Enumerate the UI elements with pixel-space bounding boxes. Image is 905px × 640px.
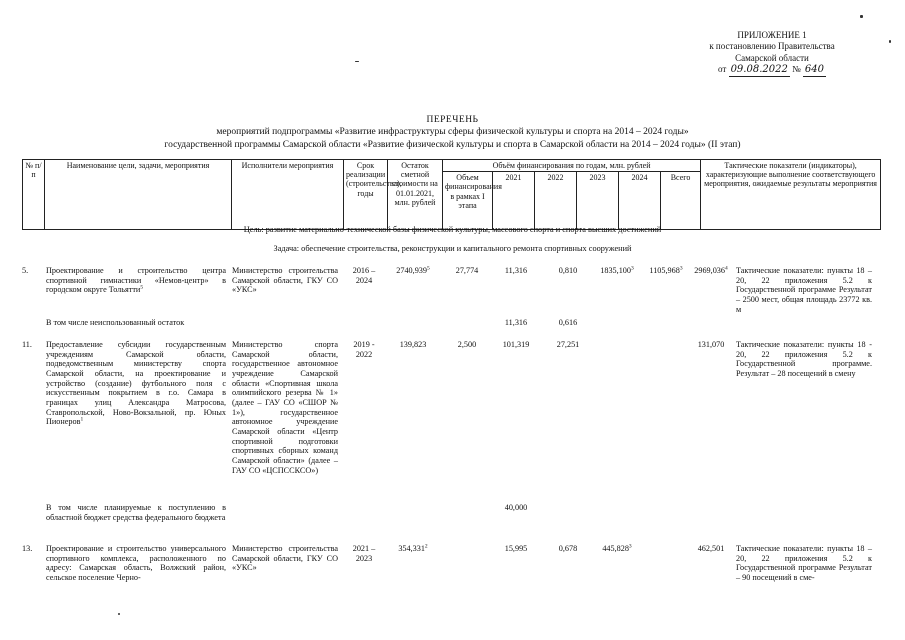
- appendix-block: [697, 30, 847, 77]
- row-indicators: Тактические показатели: пункты 18 – 20, 22 приложения 5.2 к Государственной программе Результат – 2500 мест, общая площадь 23772 кв. м: [736, 266, 872, 314]
- document-title: [0, 114, 905, 151]
- row-2021: 101,319: [502, 340, 530, 349]
- row-name: Предоставление субсидии государственным учреждениям Самарской области, подведомственным министерству спорта Самарской области, на проектирование и устройство (создание) футбольного поля с искусственным покрытием в г.о. Самара в границах улиц Александра Матросова, Ставропольской, Ново-Вокзальной, пр. Юных Пионеров$^1$: [46, 340, 226, 427]
- header-name: Наименование цели, задачи, мероприятия: [45, 160, 232, 230]
- header-total: Всего: [661, 172, 701, 230]
- task-line: Задача: обеспечение строительства, реконструкции и капитального ремонта спортивных сооружений: [273, 244, 632, 253]
- row-stage1: 27,774: [455, 266, 479, 275]
- row-stage1: 2,500: [457, 340, 477, 349]
- row-2021: 40,000: [504, 503, 528, 512]
- row-remaining: 139,823: [399, 340, 427, 349]
- row-term: 2016 – 2024: [352, 266, 376, 285]
- row-name: В том числе неиспользованный остаток: [46, 318, 185, 327]
- row-executors: Министерство строительства Самарской области, ГКУ СО «УКС»: [232, 266, 338, 295]
- scan-mark: [889, 40, 891, 43]
- row-2022: 0,616: [558, 318, 578, 327]
- header-executors: Исполнители мероприятия: [232, 160, 344, 230]
- row-2022: 27,251: [556, 340, 580, 349]
- appendix-line: к постановлению Правительства: [709, 41, 835, 52]
- appendix-date: 09.08.2022: [729, 64, 790, 78]
- title-line: государственной программы Самарской области «Развитие физической культуры и спорта в Самарской области на 2014 – 2024 годы» (II этап): [164, 139, 741, 150]
- row-total: 131,070: [697, 340, 725, 349]
- header-2024: 2024: [619, 172, 661, 230]
- row-name: Проектирование и строительство универсального спортивного комплекса, расположенного по адресу: Самарская область, Волжский район, сельское поселение Черно-: [46, 544, 226, 583]
- appendix-title: ПРИЛОЖЕНИЕ 1: [737, 30, 807, 40]
- row-number: 13.: [22, 544, 33, 553]
- row-term: 2019 - 2022: [353, 340, 375, 359]
- row-2022: 0,810: [558, 266, 578, 275]
- row-total: 462,501: [697, 544, 725, 553]
- row-name: Проектирование и строительство центра спортивной гимнастики «Немов-центр» в городском округе Тольятти$^5$: [46, 266, 226, 295]
- row-remaining: 2740,939$^5$: [396, 265, 430, 275]
- header-no: № п/п: [23, 160, 45, 230]
- header-indicators: Тактические показатели (индикаторы), характеризующие выполнение соответствующего мероприятия, ожидаемые результаты мероприятия: [701, 160, 881, 230]
- header-remaining: Остаток сметной стоимости на 01.01.2021, млн. рублей: [388, 160, 443, 230]
- row-name: В том числе планируемые к поступлению в областной бюджет средства федерального бюджета: [46, 503, 226, 522]
- table-header: [22, 159, 881, 230]
- header-2022: 2022: [535, 172, 577, 230]
- header-funding-group: Объём финансирования по годам, млн. рублей: [443, 160, 701, 172]
- row-executors: Министерство спорта Самарской области, государственное автономное учреждение Самарской области «Спортивная школа олимпийского резерва № 1» (далее – ГАУ СО «СШОР № 1»), государственное автономное учреждение Самарской области «Центр спортивной подготовки спортивных сборных команд Самарской области» (далее – ГАУ СО «ЦСПССКСО»): [232, 340, 338, 475]
- title-main: ПЕРЕЧЕНЬ: [426, 115, 479, 125]
- row-2021: 11,316: [504, 266, 528, 275]
- row-executors: Министерство строительства Самарской области, ГКУ СО «УКС»: [232, 544, 338, 573]
- scan-mark: [860, 15, 863, 18]
- row-number: 11.: [22, 340, 32, 349]
- appendix-date-line: от 09.08.2022 № 640: [697, 64, 847, 78]
- appendix-number: 640: [803, 64, 826, 78]
- row-term: 2021 – 2023: [352, 544, 376, 563]
- row-2022: 0,678: [558, 544, 578, 553]
- row-2021: 15,995: [504, 544, 528, 553]
- header-term: Срок реализации (строительства), годы: [344, 160, 388, 230]
- row-number: 5.: [22, 266, 29, 275]
- scan-mark: [118, 613, 120, 615]
- header-stage1: Объем финансирования в рамках I этапа: [443, 172, 493, 230]
- header-2023: 2023: [577, 172, 619, 230]
- scan-mark: [355, 61, 359, 62]
- row-indicators: Тактические показатели: пункты 18 – 20, 22 приложения 5.2 к Государственной программе Результат – 90 посещений в сме-: [736, 544, 872, 583]
- row-2023: 1835,100$^3$: [600, 265, 634, 275]
- goal-line: Цель: развитие материально-технической базы физической культуры, массового спорта и спорта высших достижений: [243, 225, 662, 234]
- row-total: 2969,036$^4$: [694, 265, 728, 275]
- row-2021: 11,316: [504, 318, 528, 327]
- header-2021: 2021: [493, 172, 535, 230]
- row-remaining: 354,331$^2$: [398, 543, 428, 553]
- title-line: мероприятий подпрограммы «Развитие инфраструктуры сферы физической культуры и спорта на 2014 – 2024 годы»: [216, 127, 689, 138]
- appendix-line: Самарской области: [735, 52, 809, 63]
- row-indicators: Тактические показатели: пункты 18 - 20, 22 приложения 5.2 к Государственной программе. Результат – 28 посещений в смену: [736, 340, 872, 379]
- row-2023: 445,828$^3$: [602, 543, 632, 553]
- row-2024: 1105,968$^3$: [649, 265, 683, 275]
